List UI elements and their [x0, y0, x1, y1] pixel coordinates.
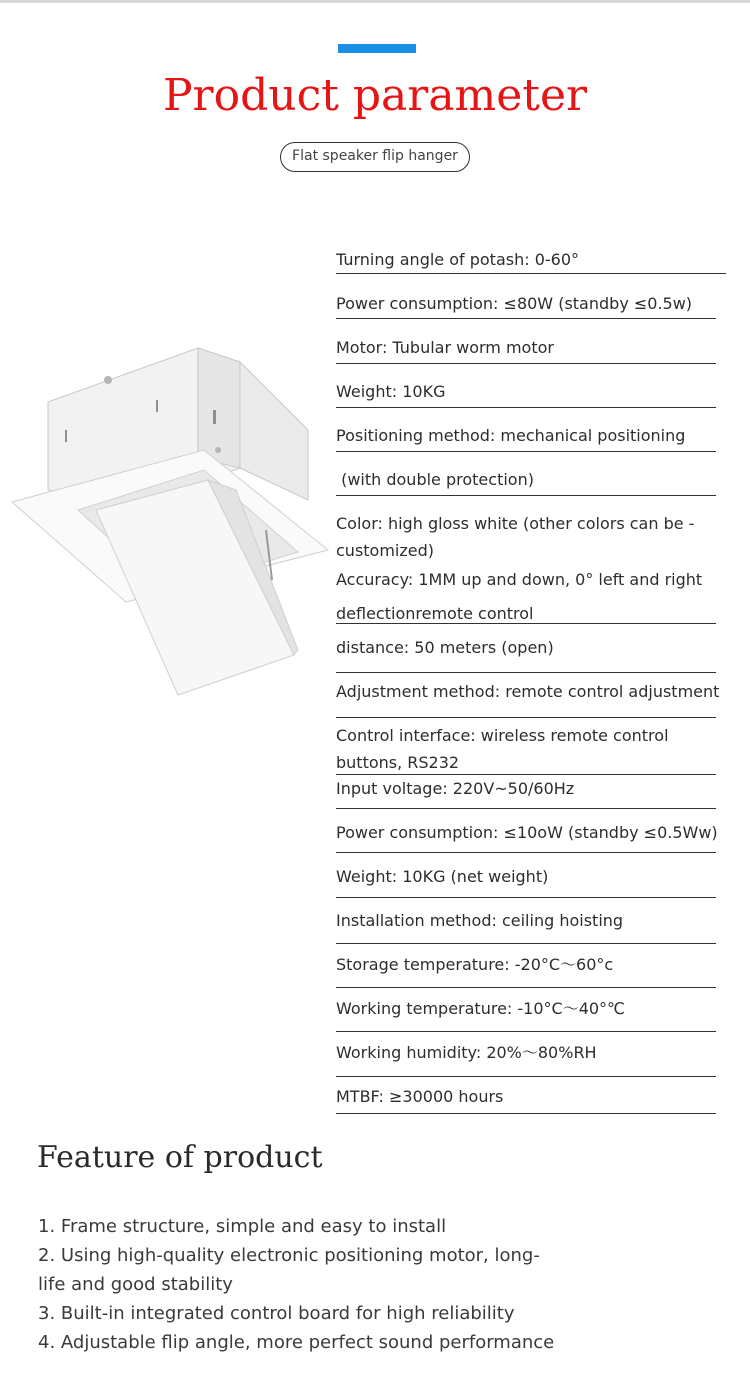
feature-item: 4. Adjustable flip angle, more perfect sound performance — [38, 1332, 555, 1353]
param-row: Color: high gloss white (other colors can be - customized) — [336, 514, 695, 560]
param-row: Input voltage: 220V~50/60Hz — [336, 779, 575, 798]
param-divider — [336, 407, 716, 408]
param-divider — [336, 495, 716, 496]
top-divider — [0, 0, 750, 3]
accent-bar — [338, 44, 416, 53]
param-divider — [336, 672, 716, 673]
param-row: Storage temperature: -20°C～60°c — [336, 955, 614, 974]
param-divider — [336, 1031, 716, 1032]
param-divider — [336, 808, 716, 809]
param-row: Installation method: ceiling hoisting — [336, 911, 624, 930]
param-row: Positioning method: mechanical positioning — [336, 426, 686, 445]
feature-item: 3. Built-in integrated control board for high reliability — [38, 1303, 515, 1324]
param-row: deflectionremote control — [336, 604, 534, 623]
feature-item: 2. Using high-quality electronic positioning motor, long-life and good stability — [38, 1245, 540, 1295]
param-row: Power consumption: ≤80W (standby ≤0.5w) — [336, 294, 693, 313]
param-divider — [336, 451, 716, 452]
subtitle-badge: Flat speaker flip hanger — [280, 142, 470, 172]
param-divider — [336, 1076, 716, 1077]
param-row: Weight: 10KG (net weight) — [336, 867, 549, 886]
param-row: Adjustment method: remote control adjustment — [336, 682, 720, 701]
param-row: Power consumption: ≤10oW (standby ≤0.5Ww) — [336, 823, 718, 842]
param-row: Working humidity: 20%～80%RH — [336, 1043, 597, 1062]
param-row: MTBF: ≥30000 hours — [336, 1087, 504, 1106]
param-row: Weight: 10KG — [336, 382, 446, 401]
param-row: distance: 50 meters (open) — [336, 638, 554, 657]
param-divider — [336, 273, 726, 274]
flat-speaker-flip-hanger-image — [8, 340, 333, 700]
param-divider — [336, 943, 716, 944]
param-row: Turning angle of potash: 0-60° — [336, 250, 580, 269]
param-row: Accuracy: 1MM up and down, 0° left and right — [336, 570, 703, 589]
feature-item: 1. Frame structure, simple and easy to install — [38, 1216, 447, 1237]
feature-heading: Feature of product — [37, 1140, 323, 1175]
param-row: Motor: Tubular worm motor — [336, 338, 554, 357]
param-divider — [336, 318, 716, 319]
feature-list — [38, 1212, 598, 1357]
param-divider — [336, 363, 716, 364]
param-divider — [336, 623, 716, 624]
param-divider — [336, 852, 716, 853]
param-row: Control interface: wireless remote control buttons, RS232 — [336, 726, 669, 772]
param-divider — [336, 897, 716, 898]
param-divider — [336, 717, 716, 718]
param-divider — [336, 987, 716, 988]
param-divider — [336, 1113, 716, 1114]
param-row: (with double protection) — [336, 470, 534, 489]
param-row: Working temperature: -10°C～40°℃ — [336, 999, 626, 1018]
page-title: Product parameter — [162, 70, 588, 121]
